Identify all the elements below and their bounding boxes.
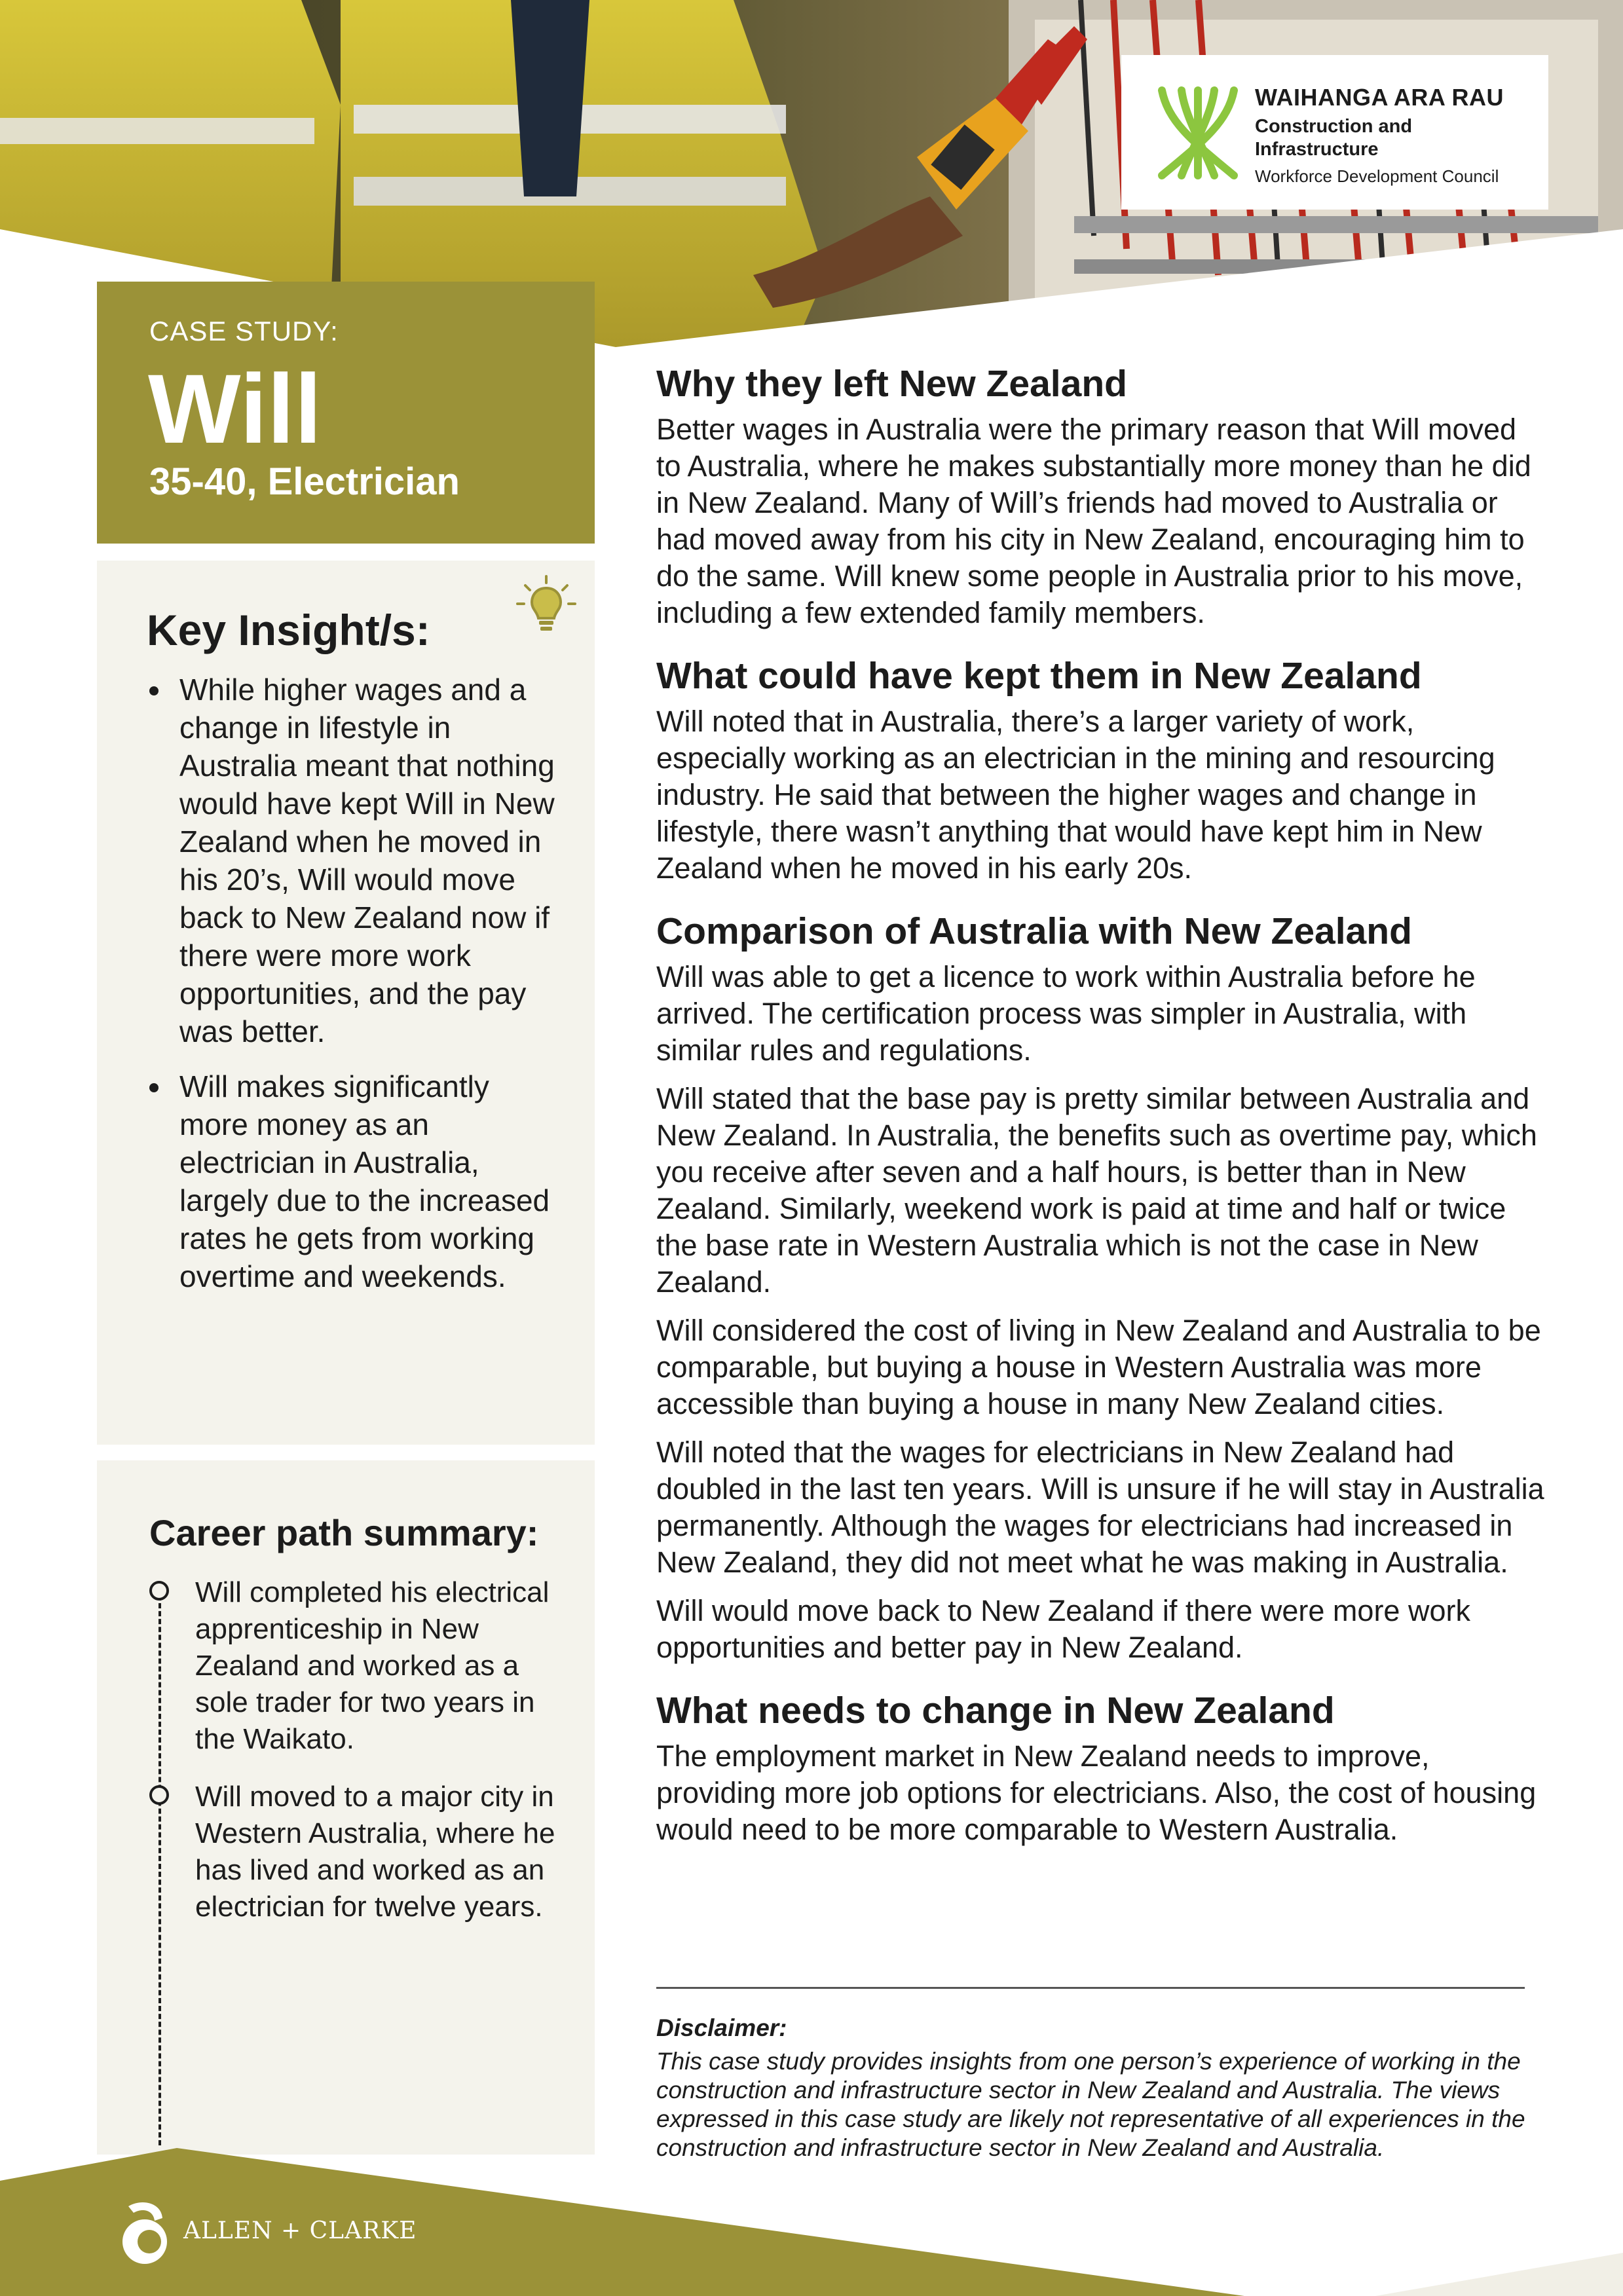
- list-item: Will makes significantly more money as an electrician in Australia, largely due to the increased rates he gets from working overtime and weekends.: [147, 1067, 566, 1295]
- section-heading: Why they left New Zealand: [656, 363, 1127, 405]
- paragraph: Will noted that in Australia, there’s a larger variety of work, especially working as an electrician in the mining and resourcing industry. He said that between the higher wages and change in lifestyle, there wasn’t anything that would have kept him in New Zealand when he moved in his early 20s.: [656, 705, 1495, 885]
- timeline-step-text: Will completed his electrical apprenticeship in New Zealand and worked as a sole trader for two years in the Waikato.: [195, 1576, 550, 1755]
- section-comparison: [656, 908, 1547, 1666]
- career-path-timeline: [149, 1574, 569, 1946]
- person-age-occupation: 35-40, Electrician: [149, 460, 460, 503]
- list-item: While higher wages and a change in lifestyle in Australia meant that nothing would have kept Will in New Zealand when he moved in his 20’s, Will would move back to New Zealand now if there were more work opportunities, and the pay was better.: [147, 671, 566, 1050]
- woven-knot-logo-icon: [1155, 84, 1241, 182]
- career-path-heading: Career path summary:: [149, 1512, 539, 1553]
- logo-subtitle-line1: Construction and: [1255, 116, 1413, 137]
- footer-band: [0, 2135, 1623, 2296]
- timeline-circle-icon: [149, 1785, 169, 1805]
- divider: [656, 1987, 1525, 1989]
- section-what-could-have-kept: [656, 652, 1547, 887]
- paragraph: Better wages in Australia were the primary reason that Will moved to Australia, where he makes substantially more money than he did in New Zealand. Many of Will’s friends had moved to Australia or had moved away from his city in New Zealand, encouraging him to do the same. Will knew some people in Australia prior to his move, including a few extended family members.: [656, 413, 1531, 629]
- section-heading: What needs to change in New Zealand: [656, 1690, 1335, 1731]
- logo-subtitle-line2: Infrastructure: [1255, 139, 1379, 160]
- allen-clarke-logo-icon: [115, 2198, 174, 2270]
- logo-tagline: Workforce Development Council: [1255, 166, 1499, 186]
- paragraph: Will considered the cost of living in New Zealand and Australia to be comparable, but buying a house in Western Australia was more accessible than buying a house in many New Zealand cities.: [656, 1314, 1541, 1420]
- case-study-label: CASE STUDY:: [149, 316, 339, 346]
- main-content: [656, 360, 1547, 1869]
- disclaimer-text: This case study provides insights from one person’s experience of working in the construction and infrastructure sector in New Zealand and Australia. The views expressed in this case study are likely not representative of all experiences in the construction and infrastructure sector in New Zealand and Australia.: [656, 2048, 1525, 2161]
- case-study-title-card: [97, 282, 595, 544]
- key-insights-panel: [97, 561, 595, 1445]
- paragraph: The employment market in New Zealand needs to improve, providing more job options for electricians. Also, the cost of housing would need to be more comparable to Western Australia.: [656, 1739, 1537, 1846]
- paragraph: Will stated that the base pay is pretty similar between Australia and New Zealand. In Australia, the benefits such as overtime pay, which you receive after seven and a half hours, is better than in New Zealand. Similarly, weekend work is paid at time and half or twice the base rate in Western Australia which is not the case in New Zealand.: [656, 1082, 1537, 1299]
- section-why-left: [656, 360, 1547, 631]
- career-path-panel: [97, 1460, 595, 2155]
- section-heading: Comparison of Australia with New Zealand: [656, 910, 1412, 952]
- key-insights-list: [147, 671, 566, 1312]
- section-what-needs-change: [656, 1687, 1547, 1848]
- lightbulb-icon: [515, 574, 578, 637]
- footer-diagonal-shape: [0, 2135, 1623, 2296]
- logo-title: WAIHANGA ARA RAU: [1255, 84, 1504, 111]
- section-heading: What could have kept them in New Zealand: [656, 655, 1422, 697]
- footer-logo-text: ALLEN + CLARKE: [183, 2217, 417, 2244]
- paragraph: Will noted that the wages for electricians in New Zealand had doubled in the last ten years. Will is unsure if he will stay in Australia permanently. Although the wages for electricians had increased in New Zealand, they did not meet what he was making in Australia.: [656, 1435, 1544, 1579]
- timeline-step: [149, 1779, 569, 1925]
- paragraph: Will was able to get a licence to work within Australia before he arrived. The certification process was simpler in Australia, with similar rules and regulations.: [656, 960, 1476, 1067]
- timeline-step-text: Will moved to a major city in Western Australia, where he has lived and worked as an electrician for twelve years.: [195, 1781, 555, 1923]
- paragraph: Will would move back to New Zealand if there were more work opportunities and better pay in New Zealand.: [656, 1594, 1470, 1664]
- organisation-logo: [1121, 55, 1548, 210]
- disclaimer-heading: Disclaimer:: [656, 2014, 787, 2041]
- person-name: Will: [148, 354, 322, 464]
- key-insights-heading: Key Insight/s:: [147, 606, 430, 654]
- timeline-step: [149, 1574, 569, 1758]
- timeline-circle-icon: [149, 1581, 169, 1601]
